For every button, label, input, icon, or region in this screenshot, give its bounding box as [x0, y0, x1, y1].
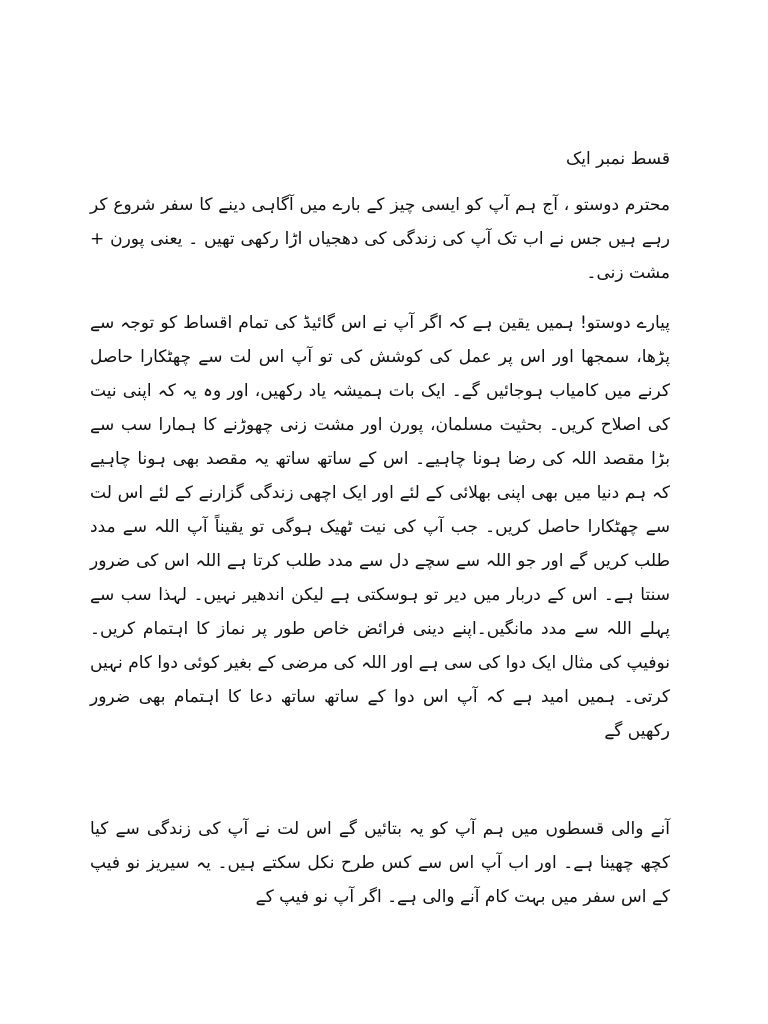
advice-paragraph: پیارے دوستو! ہمیں یقین ہے کہ اگر آپ نے اس گائیڈ کی تمام اقساط کو توجہ سے پڑھا، سمجھا اور اس پر عمل کی کوشش کی تو آپ اس لت سے چھٹکارا حاصل کرنے میں کامیاب ہوجائیں گے۔ ایک بات ہمیشہ یاد رکھیں، اور وہ یہ کہ اپنی نیت کی اصلاح کریں۔ بحثیت مسلمان، پورن اور مشت زنی چھوڑنے کا ہمارا سب سے بڑا مقصد اللہ کی رضا ہونا چاہیے۔ اس کے ساتھ ساتھ یہ مقصد بھی ہونا چاہیے کہ ہم دنیا میں بھی اپنی بھلائی کے لئے اور ایک اچھی زندگی گزارنے کے لئے اس لت سے چھٹکارا حاصل کریں۔ جب آپ کی نیت ٹھیک ہوگی تو یقیناً آپ اللہ سے مدد طلب کریں گے اور جو اللہ سے سچے دل سے مدد طلب کرتا ہے اللہ اس کی ضرور سنتا ہے۔ اس کے دربار میں دیر تو ہوسکتی ہے لیکن اندھیر نہیں۔ لہذا سب سے پہلے اللہ سے مدد مانگیں۔اپنے دینی فرائض خاص طور پر نماز کا اہتمام کریں۔ نوفیپ کی مثال ایک دوا کی سی ہے اور اللہ کی مرضی کے بغیر کوئی دوا کام نہیں کرتی۔ ہمیں امید ہے کہ آپ اس دوا کے ساتھ ساتھ دعا کا اہتمام بھی ضرور رکھیں گے: [90, 313, 670, 741]
upcoming-episodes-paragraph: آنے والی قسطوں میں ہم آپ کو یہ بتائیں گے اس لت نے آپ کی زندگی سے کیا کچھ چھینا ہے۔ اور اب آپ اس سے کس طرح نکل سکتے ہیں۔ یہ سیریز نو فیپ کے اس سفر میں بہت کام آنے والی ہے۔ اگر آپ نو فیپ کے: [90, 819, 670, 907]
episode-heading: قسط نمبر ایک: [566, 149, 670, 169]
intro-paragraph: محترم دوستو ، آج ہم آپ کو ایسی چیز کے بارے میں آگاہی دینے کا سفر شروع کر رہے ہیں جس نے اب تک آپ کی زندگی کی دھجیاں اڑا رکھی تھیں ۔ یعنی پورن + مشت زنی۔: [90, 195, 670, 283]
